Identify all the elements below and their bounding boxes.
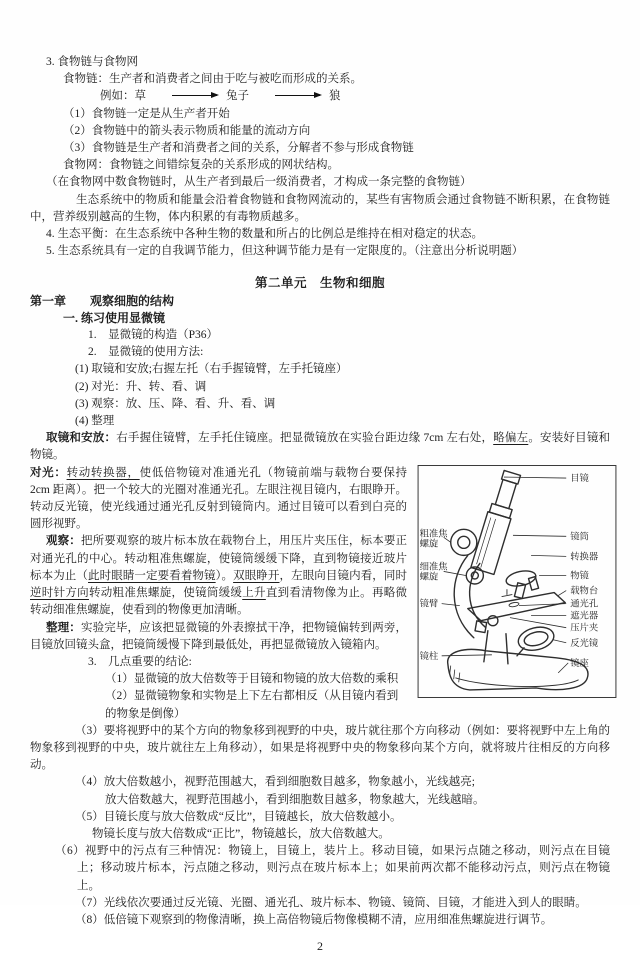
- list-item: [30, 809, 610, 826]
- bold-text: 取镜和安放：: [46, 432, 117, 445]
- text: 右手握住镜臂，左手托住镜座。把显微镜放在实验台距边缘 7cm 左右处，: [116, 432, 494, 445]
- list-item: [30, 226, 610, 243]
- paragraph: [30, 723, 610, 775]
- list-item: [30, 243, 610, 260]
- underlined-text: 略偏左: [493, 432, 529, 445]
- list-item: [30, 106, 610, 123]
- text: （3）食物链是生产者和消费者之间的关系，分解者不参与形成食物链: [63, 142, 414, 155]
- paragraph: [30, 192, 610, 226]
- text: （3）要将视野中的某个方向的物象移到视野的中央，玻片就往那个方向移动（例如：要将视野中左上角的物象移到视野的中央，玻片就往左上角移动），如果是将视野中央的物象移向某个方向，就将玻片往相反的方向移动。: [30, 724, 610, 772]
- figure-labels: [420, 472, 599, 669]
- bold-text: 对光：: [30, 466, 67, 479]
- text: (2) 对光：升、转、看、调: [75, 380, 207, 393]
- label-arm: 镜臂: [419, 599, 439, 610]
- list-item: [30, 54, 610, 71]
- label-coarse-focus-2: 螺旋: [419, 539, 439, 550]
- text: 放大倍数越大，视野范围越小，看到细胞数目越多，物象越大，光线越暗。: [105, 793, 485, 806]
- text: 食物链：生产者和消费者之间由于吃与被吃而形成的关系。: [63, 73, 362, 86]
- text: 一. 练习使用显微镜: [63, 310, 166, 325]
- label-clips: 压片夹: [570, 623, 599, 634]
- text: （在食物网中数食物链时，从生产者到最后一级消费者，才构成一条完整的食物链）: [46, 176, 472, 189]
- unit-heading: [30, 275, 610, 292]
- list-item: [30, 774, 610, 791]
- arrow-right-icon: [275, 95, 320, 96]
- label-objective: 物镜: [570, 571, 589, 582]
- label-tube: 镜筒: [570, 531, 589, 542]
- label-pillar: 镜柱: [419, 651, 439, 662]
- document-body-top: [30, 54, 610, 465]
- text: 4. 生态平衡：在生态系统中各种生物的数量和所占的比例总是维持在相对稳定的状态。: [46, 228, 483, 241]
- bold-text: 观察：: [46, 535, 81, 548]
- text: 2. 显微镜的使用方法:: [88, 346, 204, 359]
- text: （8）低倍镜下观察到的物像清晰，换上高倍物镜后物像模糊不清，应用细准焦螺旋进行调节。: [75, 913, 553, 926]
- text: (3) 观察：放、压、降、看、升、看、调: [75, 397, 276, 410]
- microscope-illustration: [448, 469, 588, 690]
- label-stage: 载物台: [570, 586, 599, 597]
- text: 兔子: [226, 90, 249, 103]
- text: 3. 食物链与食物网: [46, 56, 138, 68]
- list-item: [30, 140, 610, 157]
- underlined-text: 上升: [242, 587, 266, 600]
- list-item: [30, 895, 610, 912]
- text: 物镜长度与放大倍数成“正比”，物镜越长，放大倍数越大。: [92, 827, 390, 840]
- spacer: [30, 260, 610, 275]
- list-item: [30, 379, 610, 396]
- label-base: 镜座: [570, 658, 589, 669]
- bold-text: 整理：: [46, 621, 81, 634]
- text: （4）放大倍数越小，视野范围越大，看到细胞数目越多，物象越小，光线越亮;: [75, 776, 475, 789]
- text: 例如：草: [100, 90, 146, 103]
- chapter-heading: [30, 293, 610, 310]
- underlined-text: 逆时针方向: [30, 587, 89, 600]
- text: （2）显微镜物象和实物是上下左右都相反（从目镜内看到的物象是倒像）: [105, 690, 399, 720]
- note-line: [30, 174, 610, 191]
- list-item: [30, 327, 610, 344]
- text: ，左眼向目镜内看，同时: [279, 569, 408, 582]
- definition-line: [30, 157, 610, 174]
- list-item: [30, 123, 610, 140]
- label-coarse-focus: 粗准焦: [419, 528, 448, 539]
- arrow-right-icon: [172, 95, 217, 96]
- list-item: [30, 912, 610, 929]
- label-fine-focus-2: 螺旋: [419, 572, 439, 583]
- section-heading: [30, 310, 610, 327]
- text: 使低倍物镜对准通光孔（物镜前端与载物台要保持 2cm 距离）。把一个较大的光圈对准通光孔。左眼注视目镜内，右眼睁开。转动反光镜，使光线通过通光孔反射到镜筒内。通过目镜可以看到白亮的圆形视野。: [30, 466, 408, 531]
- food-chain-example: [30, 88, 610, 105]
- text: （7）光线依次要通过反光镜、光圈、通光孔、玻片标本、物镜、镜筒、目镜，才能进入到人的眼睛。: [75, 896, 587, 909]
- label-mirror: 反光镜: [570, 638, 599, 649]
- list-item: [30, 413, 610, 430]
- list-item: [30, 792, 610, 809]
- text: 第一章 观察细胞的结构: [30, 293, 175, 308]
- text: （6）视野中的污点有三种情况：物镜上，目镜上，装片上。移动目镜，如果污点随之移动，则污点在目镜上；移动玻片标本，污点随之移动，则污点在玻片标本上；如果前两次都不能移动污点，则污点在物镜上。: [55, 845, 610, 892]
- text: 第二单元 生物和细胞: [254, 276, 385, 291]
- text: （5）目镜长度与放大倍数成“反比”，目镜越长，放大倍数越小。: [75, 810, 402, 823]
- list-item: [30, 396, 610, 413]
- text: 3. 几点重要的结论:: [88, 655, 192, 668]
- text: （1）食物链一定是从生产者开始: [63, 107, 230, 120]
- microscope-diagram-svg: [417, 465, 617, 698]
- label-eyepiece: 目镜: [570, 473, 589, 484]
- text: 转动粗准焦螺旋，使镜筒缓缓: [88, 587, 243, 600]
- list-item: [30, 361, 610, 378]
- text: 1. 显微镜的构造（P36）: [88, 329, 219, 342]
- text: ）。: [215, 569, 234, 582]
- underlined-text: 双眼睁开: [233, 569, 280, 582]
- label-aperture: 通光孔: [570, 599, 599, 610]
- underlined-text: 此时眼睛一定要看着物镜: [88, 569, 216, 582]
- text: （2）食物链中的箭头表示物质和能量的流动方向: [63, 124, 311, 137]
- paragraph: [30, 843, 610, 895]
- text: 实验完毕，应该把显微镜的外表擦拭干净，把物镜偏转到两旁，目镜放回镜头盒，把镜筒缓慢下降到最低处，再把显微镜放入镜箱内。: [30, 621, 407, 651]
- list-item: [30, 826, 610, 843]
- text: 狼: [329, 90, 341, 103]
- label-revolver: 转换器: [570, 552, 599, 563]
- text: 生态系统中的物质和能量会沿着食物链和食物网流动的，某些有害物质会通过食物链不断积累，在食物链中，营养级别越高的生物，体内积累的有毒物质越多。: [30, 193, 610, 223]
- text: (1) 取镜和安放;右握左托（右手握镜臂，左手托镜座）: [75, 363, 348, 376]
- page-number: 2: [317, 939, 323, 954]
- text: 直到看清物像为止。再略微转动细准焦螺旋，使看到的物像更加清晰。: [30, 587, 408, 617]
- text: （1）显微镜的放大倍数等于目镜和物镜的放大倍数的乘积: [105, 673, 399, 686]
- text: 。安装好目镜和物镜。: [30, 432, 611, 462]
- list-item: [30, 344, 610, 361]
- definition-line: [30, 71, 610, 88]
- paragraph: [30, 430, 610, 464]
- microscope-figure: [417, 465, 617, 698]
- text: 食物网：食物链之间错综复杂的关系形成的网状结构。: [63, 159, 339, 172]
- text: 5. 生态系统具有一定的自我调节能力，但这种调节能力是有一定限度的。（注意出分析说明题）: [46, 245, 524, 258]
- text: (4) 整理: [75, 415, 115, 428]
- underlined-text: 转动转换器，: [66, 466, 140, 479]
- label-fine-focus: 细准焦: [419, 562, 448, 573]
- text: 把所要观察的玻片标本放在载物台上，用压片夹压住，标本要正对通光孔的中心。转动粗准焦螺旋，使镜筒缓缓下降，直到物镜接近玻片标本为止（: [30, 535, 407, 582]
- label-diaphragm: 遮光器: [570, 611, 599, 622]
